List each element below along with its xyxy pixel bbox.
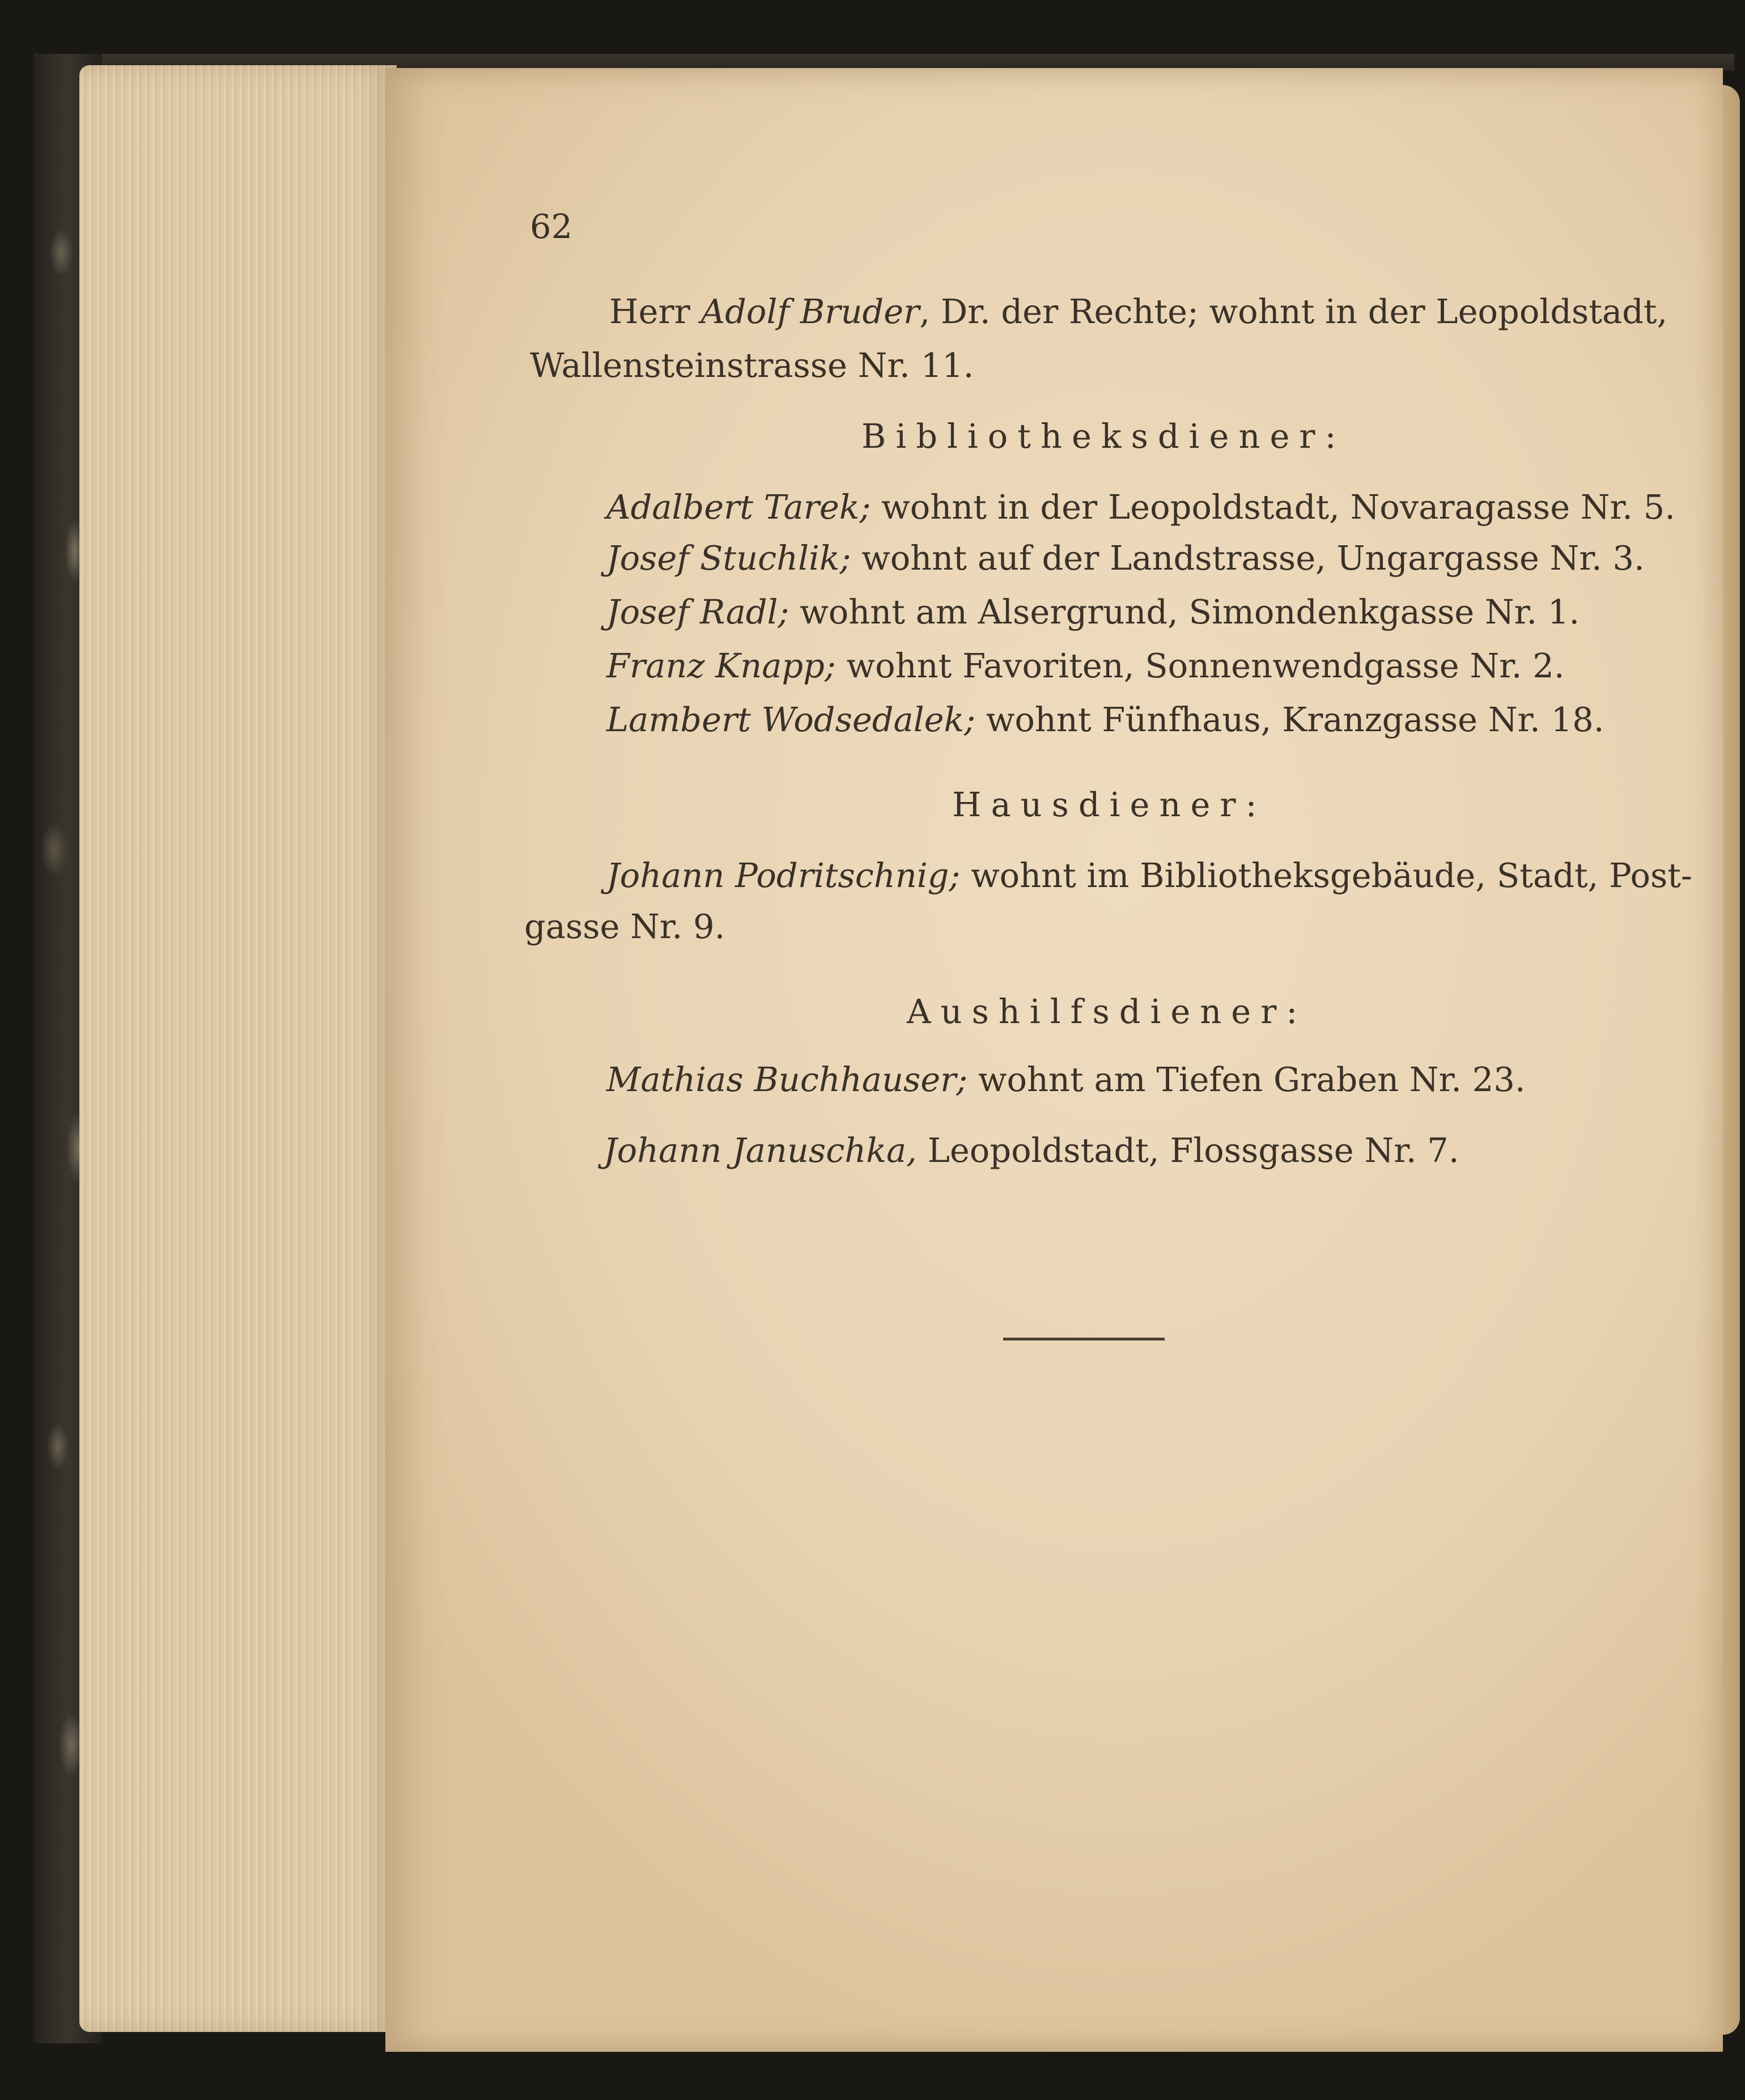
entry-continuation: gasse Nr. 9. bbox=[524, 907, 725, 946]
person-address: Leopoldstadt, Flossgasse Nr. 7. bbox=[927, 1131, 1459, 1170]
person-name: Johann Podritschnig; bbox=[606, 856, 961, 895]
person-address: wohnt im Bibliotheksgebäude, Stadt, Post- bbox=[971, 856, 1692, 895]
person-name: Mathias Buchhauser; bbox=[606, 1060, 968, 1099]
entry-title: Herr bbox=[609, 292, 690, 331]
entry-name: Adolf Bruder bbox=[700, 292, 920, 331]
entry-line bbox=[609, 292, 1668, 331]
person-address: wohnt auf der Landstrasse, Ungargasse Nr. 3. bbox=[861, 538, 1645, 578]
person-address: wohnt Fünfhaus, Kranzgasse Nr. 18. bbox=[986, 700, 1604, 739]
person-name: Johann Januschka, bbox=[604, 1131, 917, 1170]
list-item bbox=[606, 1060, 1526, 1099]
person-name: Josef Stuchlik; bbox=[606, 538, 851, 578]
person-name: Adalbert Tarek; bbox=[606, 487, 871, 527]
person-address: wohnt am Tiefen Graben Nr. 23. bbox=[978, 1060, 1526, 1099]
list-item bbox=[606, 487, 1676, 527]
list-item bbox=[606, 592, 1580, 631]
list-item bbox=[606, 538, 1645, 578]
list-item bbox=[606, 700, 1604, 739]
person-name: Lambert Wodsedalek; bbox=[606, 700, 976, 739]
person-address: wohnt in der Leopoldstadt, Novaragasse Nr. 5. bbox=[881, 487, 1676, 527]
list-item bbox=[606, 646, 1565, 685]
person-name: Josef Radl; bbox=[606, 592, 789, 631]
page-stack-edges bbox=[79, 65, 397, 2032]
section-heading: Aushilfsdiener: bbox=[907, 992, 1307, 1031]
page-number: 62 bbox=[530, 207, 573, 246]
entry-continuation: Wallensteinstrasse Nr. 11. bbox=[530, 346, 974, 385]
list-item bbox=[606, 856, 1692, 895]
end-rule bbox=[1003, 1338, 1165, 1340]
person-name: Franz Knapp; bbox=[606, 646, 836, 685]
list-item bbox=[604, 1131, 1459, 1170]
person-address: wohnt Favoriten, Sonnenwendgasse Nr. 2. bbox=[846, 646, 1565, 685]
section-heading: Bibliotheksdiener: bbox=[861, 417, 1346, 456]
person-address: wohnt am Alsergrund, Simondenkgasse Nr. 1. bbox=[800, 592, 1580, 631]
section-heading: Hausdiener: bbox=[952, 785, 1267, 824]
entry-text: , Dr. der Rechte; wohnt in der Leopoldstadt, bbox=[919, 292, 1668, 331]
